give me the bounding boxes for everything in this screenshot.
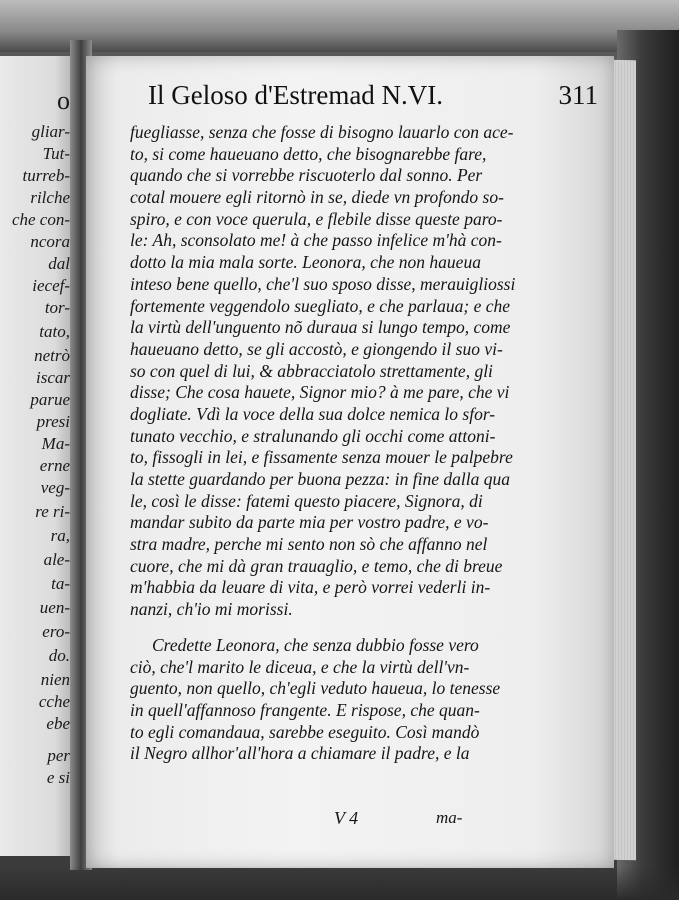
left-page-fragment: tato, — [39, 322, 70, 341]
text-line: fuegliasse, senza che fosse di bisogno lauarlo con ace- — [130, 122, 514, 142]
left-page — [0, 56, 78, 856]
left-page-fragment: ebe — [46, 714, 70, 733]
left-page-fragment: Ma- — [41, 434, 70, 453]
left-page-fragment: ale- — [43, 550, 70, 569]
left-page-fragment: turreb- — [22, 166, 70, 185]
bottom-shadow — [0, 866, 679, 900]
text-line: nanzi, ch'io mi morissi. — [130, 599, 293, 620]
left-page-fragment: ero- — [42, 622, 70, 641]
text-line: la stette guardando per buona pezza: in fine dalla qua — [130, 469, 510, 489]
text-line: le, così le disse: fatemi questo piacere, Signora, di — [130, 490, 483, 511]
left-page-fragment: netrò — [34, 346, 70, 365]
text-line: stra madre, perche mi sento non sò che affanno nel — [130, 534, 488, 555]
text-line: guento, non quello, ch'egli veduto haueua, lo tenesse — [130, 678, 501, 699]
page-number: 311 — [558, 80, 598, 110]
text-line: in quell'affannoso frangente. E rispose, che quan- — [130, 699, 480, 720]
left-page-fragment: parue — [30, 390, 70, 409]
text-line: dotto la mia mala sorte. Leonora, che non haueua — [130, 252, 481, 273]
left-page-fragment: presi — [36, 412, 70, 431]
signature-mark: V 4 — [334, 808, 359, 828]
left-page-fragment: gliar- — [31, 122, 70, 141]
left-page-fragment: re ri- — [35, 502, 70, 521]
left-page-fragment: che con- — [11, 210, 70, 229]
left-page-fragment: ra, — [50, 526, 70, 545]
left-page-fragment: e si — [46, 768, 70, 787]
left-page-fragment: rilche — [30, 188, 70, 207]
text-line: fortemente veggendolo suegliato, e che parlaua; e che — [130, 295, 511, 316]
left-page-fragment: iscar — [36, 368, 70, 387]
right-page — [86, 56, 614, 868]
left-page-fragment: do. — [48, 646, 70, 665]
text-line: Credette Leonora, che senza dubbio fosse vero — [152, 634, 479, 655]
text-line: haueuano detto, se gli accostò, e giongendo il suo vi- — [130, 338, 503, 359]
left-page-fragment: ta- — [51, 574, 70, 593]
text-line: so con quel di lui, & abbracciatolo strettamente, gli — [130, 360, 493, 381]
text-line: il Negro allhor'all'hora a chiamare il padre, e la — [130, 743, 470, 764]
left-page-fragment: ncora — [30, 232, 70, 251]
text-line: ciò, che'l marito le diceua, e che la virtù dell'vn- — [130, 656, 470, 677]
text-line: la virtù dell'unguento nõ duraua si lungo tempo, come — [130, 317, 511, 338]
text-line: spiro, e con voce querula, e flebile disse queste paro- — [130, 208, 503, 229]
left-page-fragment: cche — [38, 692, 70, 711]
text-line: to egli comandaua, sarebbe eseguito. Così mandò — [130, 721, 480, 742]
running-title: Il Geloso d'Estremad N.VI. — [148, 80, 444, 110]
left-page-fragment: veg- — [40, 478, 70, 497]
text-line: to, si come haueuano detto, che bisognarebbe fare, — [130, 143, 487, 164]
text-line: quando che si vorrebbe riscuoterlo dal sonno. Per — [130, 165, 483, 186]
left-page-fragment: erne — [39, 456, 70, 475]
text-line: cuore, che mi dà gran trauaglio, e temo, che di breue — [130, 555, 503, 576]
left-page-fragment: iecef- — [32, 276, 70, 295]
paragraph-gap — [130, 621, 600, 635]
text-line: disse; Che cosa hauete, Signor mio? à me pare, che vi — [130, 382, 510, 403]
top-binding-edge — [0, 0, 679, 52]
body-text — [130, 122, 600, 765]
text-line: cotal mouere egli ritornò in se, diede vn profondo so- — [130, 187, 504, 208]
page-header — [148, 80, 598, 111]
left-page-fragment: o — [57, 86, 70, 115]
text-line: inteso bene quello, che'l suo sposo disse, merauigliossi — [130, 273, 516, 294]
catchword: ma- — [436, 808, 463, 827]
text-line: dogliate. Vdì la voce della sua dolce nemica lo sfor- — [130, 403, 496, 424]
left-page-fragment: per — [47, 746, 70, 765]
left-page-fragment: Tut- — [42, 144, 70, 163]
text-line: mandar subito da parte mia per vostro padre, e vo- — [130, 512, 489, 533]
left-page-fragment: tor- — [44, 298, 70, 317]
left-page-fragment: nien — [40, 670, 70, 689]
left-page-fragment: uen- — [39, 598, 70, 617]
text-line: tunato vecchio, e stralunando gli occhi come attoni- — [130, 425, 496, 446]
text-line: to, fissogli in lei, e fissamente senza mouer le palpebre — [130, 447, 513, 468]
text-line: m'habbia da leuare di vita, e però vorrei vederli in- — [130, 577, 491, 598]
left-page-fragment: dal — [48, 254, 70, 273]
text-line: le: Ah, sconsolato me! à che passo infelice m'hà con- — [130, 230, 502, 251]
